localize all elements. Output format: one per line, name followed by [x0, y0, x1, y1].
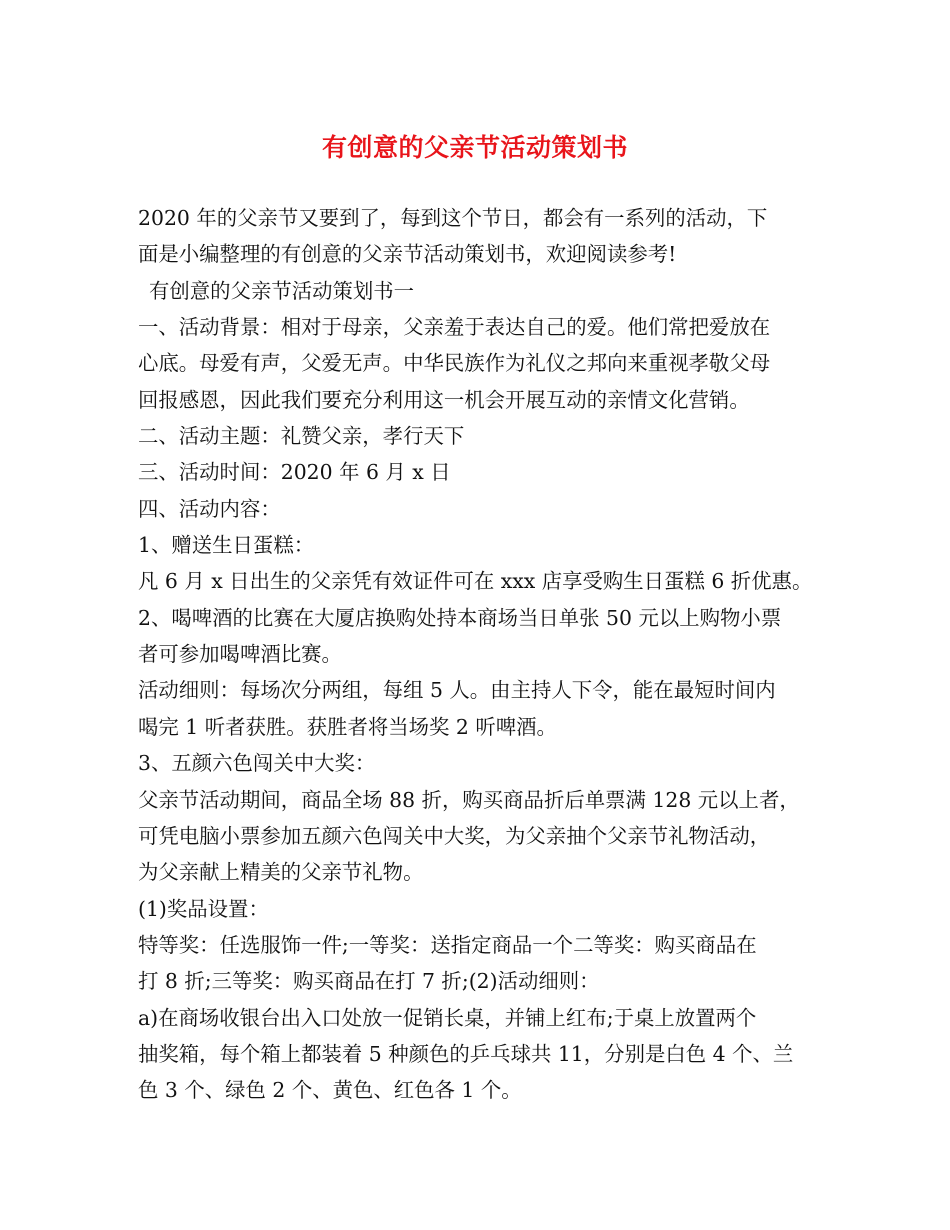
- body-line: 打 8 折;三等奖：购买商品在打 7 折;(2)活动细则：: [138, 969, 600, 994]
- body-line: 特等奖：任选服饰一件;一等奖：送指定商品一个二等奖：购买商品在: [138, 932, 757, 957]
- body-line: 一、活动背景：相对于母亲，父亲羞于表达自己的爱。他们常把爱放在: [138, 315, 771, 340]
- body-line: 3、五颜六色闯关中大奖：: [138, 751, 376, 776]
- body-line: 2、喝啤酒的比赛在大厦店换购处持本商场当日单张 50 元以上购物小票: [138, 605, 782, 630]
- body-line: 三、活动时间：2020 年 6 月 x 日: [138, 460, 451, 485]
- body-line: 面是小编整理的有创意的父亲节活动策划书，欢迎阅读参考!: [138, 242, 677, 267]
- body-line: 抽奖箱，每个箱上都装着 5 种颜色的乒乓球共 11，分别是白色 4 个、兰: [138, 1041, 794, 1066]
- body-line: 喝完 1 听者获胜。获胜者将当场奖 2 听啤酒。: [138, 714, 557, 739]
- body-line: a)在商场收银台出入口处放一促销长桌，并铺上红布;于桌上放置两个: [138, 1005, 757, 1030]
- body-line: 活动细则：每场次分两组，每组 5 人。由主持人下令，能在最短时间内: [138, 678, 776, 703]
- body-line: 2020 年的父亲节又要到了，每到这个节日，都会有一系列的活动，下: [138, 206, 768, 230]
- document-title: 有创意的父亲节活动策划书: [321, 133, 628, 162]
- body-line: 1、赠送生日蛋糕：: [138, 533, 315, 558]
- body-line: (1)奖品设置：: [138, 896, 269, 921]
- body-line: 为父亲献上精美的父亲节礼物。: [138, 860, 424, 885]
- body-line: 可凭电脑小票参加五颜六色闯关中大奖，为父亲抽个父亲节礼物活动，: [138, 823, 771, 848]
- section-heading: 有创意的父亲节活动策划书一: [149, 278, 415, 303]
- body-line: 心底。母爱有声，父爱无声。中华民族作为礼仪之邦向来重视孝敬父母: [138, 351, 771, 376]
- body-line: 四、活动内容：: [138, 496, 281, 521]
- body-line: 凡 6 月 x 日出生的父亲凭有效证件可在 xxx 店享受购生日蛋糕 6 折优惠。: [138, 569, 813, 594]
- body-line: 者可参加喝啤酒比赛。: [138, 642, 342, 667]
- document-body: [138, 200, 838, 1109]
- body-line: 色 3 个、绿色 2 个、黄色、红色各 1 个。: [138, 1078, 522, 1103]
- body-line: 回报感恩，因此我们要充分利用这一机会开展互动的亲情文化营销。: [138, 387, 750, 412]
- body-line: 二、活动主题：礼赞父亲，孝行天下: [138, 424, 465, 449]
- body-line: 父亲节活动期间，商品全场 88 折，购买商品折后单票满 128 元以上者，: [138, 787, 800, 812]
